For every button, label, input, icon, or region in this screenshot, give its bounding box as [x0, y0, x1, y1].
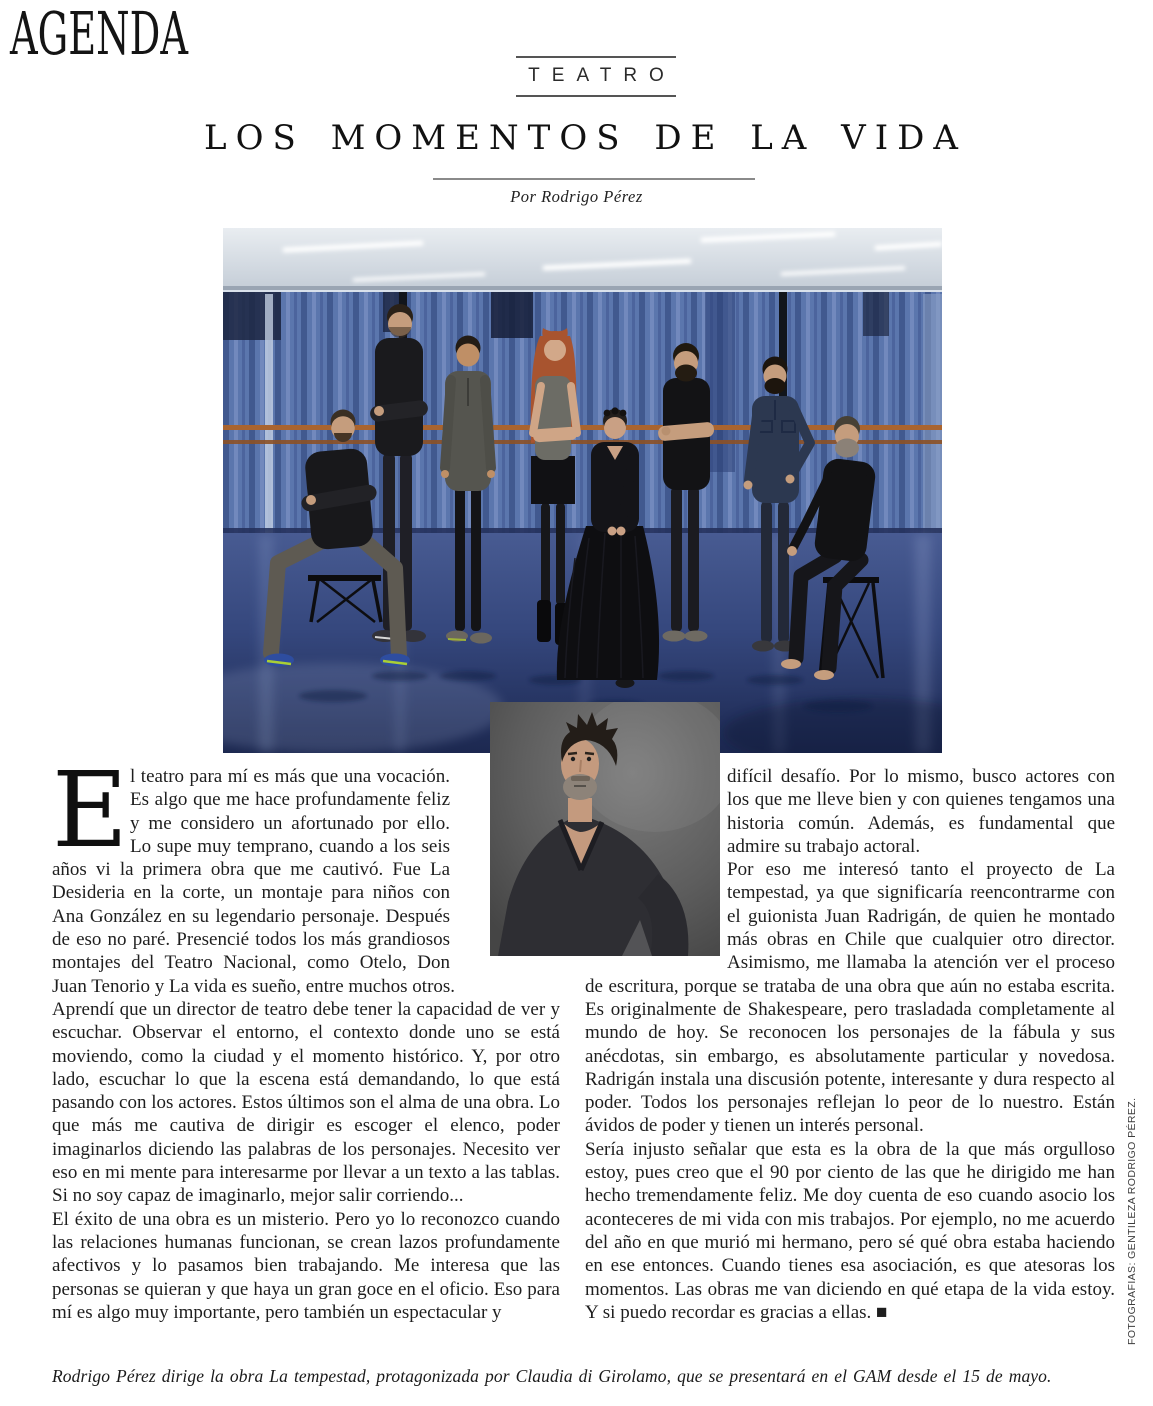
article-left-column: [52, 749, 560, 1324]
section-head: [516, 56, 676, 97]
section-label: TEATRO: [528, 65, 676, 86]
group-photo: [223, 228, 942, 753]
group-photo-illustration: [223, 228, 942, 753]
paragraph-text: l teatro para mí es más que una vocación. Es algo que me hace profundamente feliz y me considero un afortunado por ello. Lo supe muy temprano, cuando a los seis años vi la primera obra que me cautivó. Fue La Desideria en la corte, un montaje para niños con Ana González en su legendario personaje. Después de eso no paré. Presencié todos los más grandiosos montajes del Teatro Nacional, como Otelo, Don Juan Tenorio y La vida es sueño, entre muchos otros.: [52, 766, 456, 997]
paragraph: Aprendí que un director de teatro debe tener la capacidad de ver y escuchar. Observar el entorno, el contexto donde uno se está moviendo, como la ciudad y el momento histórico. Y, por otro lado, escuchar lo que la escena está demandando, lo que está pasando con los actores. Estos últimos son el alma de una obra. Lo que más me cautiva de dirigir es escoger el elenco, poder imaginarlos diciendo las palabras de los personajes. Necesito ver eso en mi mente para interesarme por llevar a un texto a las tablas. Si no soy capaz de imaginarlo, mejor salir corriendo...: [52, 998, 560, 1207]
paragraph: Sería injusto señalar que esta es la obra de la que más orgulloso estoy, pues creo que el 90 por ciento de las que he dirigido me han hecho tremendamente feliz. Me doy cuenta de eso cuando asocio los aconteceres de mi vida con mis trabajos. Por ejemplo, no me acuerdo del año en que murió mi hermano, pero sé qué obra estaba haciendo en ese entonces. Cuando tienes esa asociación, es que atesoras los momentos. Las obras me van diciendo en qué etapa de la vida estoy. Y si puedo recordar es gracias a ellas. ■: [585, 1138, 1115, 1323]
article-title: LOS MOMENTOS DE LA VIDA: [204, 118, 967, 158]
paragraph: El éxito de una obra es un misterio. Pero yo lo reconozco cuando las relaciones humanas funcionan, se crean lazos profundamente afectivos y lo pasamos bien trabajando. Me interesa que las personas se quieran y que haya un gran goce en el oficio. Eso para mí es algo muy importante, pero también un espectacular y: [52, 1208, 560, 1323]
section-rule-bottom: [516, 95, 676, 97]
article-byline: Por Rodrigo Pérez: [510, 187, 643, 206]
drop-cap: E: [52, 749, 128, 871]
paragraph: Por eso me interesó tanto el proyecto de La tempestad, ya que significaría reencontrarme con el guionista Juan Radrigán, de quien he montado más obras en Chile que cualquier otro director. Asimismo, me llamaba la atención ver el proceso de escritura, porque se trataba de una obra que aún no estaba escrita. Es originalmente de Shakespeare, pero trasladada completamente al mundo de hoy. Se reconocen los personajes de la fábula y sus anécdotas, sin embargo, es absolutamente particular y novedosa. Radrigán instala una discusión potente, interesante y dura respecto al poder. Todos los personajes reflejan lo peor de lo nuestro. Están ávidos de poder y tienen un interés personal.: [585, 859, 1115, 1137]
paragraph: difícil desafío. Por lo mismo, busco actores con los que me lleve bien y con quienes tengamos una historia común. Además, es fundamental que admire su trabajo actoral.: [727, 766, 1115, 857]
title-rule: [433, 178, 755, 180]
section-rule-top: [516, 56, 676, 58]
portrait-illustration: [490, 702, 720, 956]
portrait-photo: [490, 702, 720, 956]
footer-note: Rodrigo Pérez dirige la obra La tempestad, protagonizada por Claudia di Girolamo, que se presentará en el GAM desde el 15 de mayo.: [52, 1366, 1052, 1386]
masthead-title: AGENDA: [10, 0, 189, 69]
photo-credit: FOTOGRAFIAS: GENTILEZA RODRIGO PÉREZ.: [1126, 1097, 1138, 1345]
studio-ceiling: [223, 228, 942, 295]
